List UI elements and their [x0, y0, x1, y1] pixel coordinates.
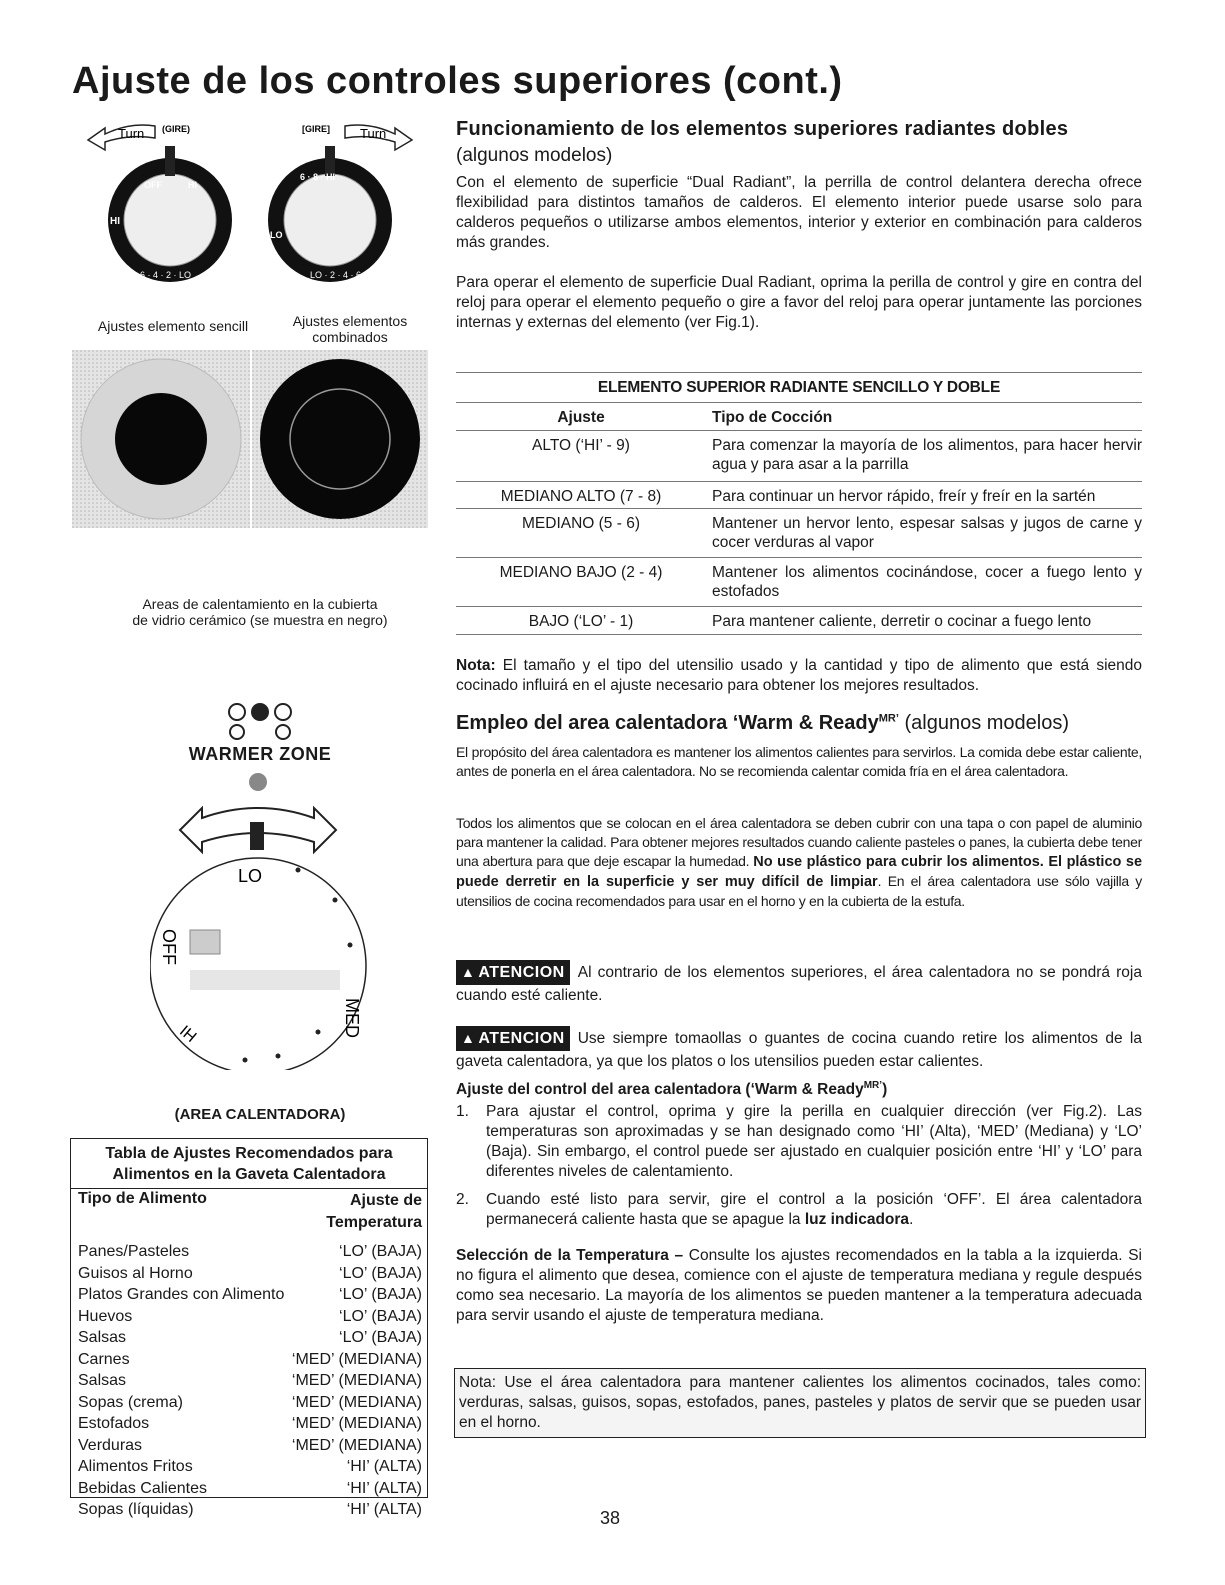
svg-text:OFF: OFF — [159, 929, 179, 965]
warmer-caption: (AREA CALENTADORA) — [174, 1106, 346, 1123]
element-table-title: ELEMENTO SUPERIOR RADIANTE SENCILLO Y DOBLE — [597, 379, 1001, 396]
temperature-selection: Selección de la Temperatura – Consulte los ajustes recomendados en la tabla a la izquierda. Si no figura el alimento que desea, comience con el ajuste de temperatura mediana y regule después como sea necesario. La mayoría de los alimentos se pueden mantener a la temperatura adecuada para servir usando el ajuste de temperatura mediana. — [456, 1247, 1142, 1324]
warm-ready-heading: Empleo del area calentadora ‘Warm & Ready$^{MR’}$ (algunos modelos) — [456, 712, 1070, 734]
svg-text:HI: HI — [110, 216, 120, 227]
control-heading: Ajuste del control del area calentadora (‘Warm & Ready$^{MR’}$) — [456, 1080, 888, 1099]
dual-section — [456, 118, 1142, 333]
warm-ready-para1: El propósito del área calentadora es mantener los alimentos calientes para servirlos. La comida debe estar caliente, antes de ponerla en el área calentadora. No se recomienda calentar comida fría en el área calentadora. — [456, 744, 1142, 779]
dual-heading: Funcionamiento de los elementos superiores radiantes dobles — [456, 118, 1069, 140]
svg-text:MED: MED — [342, 998, 362, 1038]
table-row: Salsas ‘LO’ (BAJA) — [78, 1329, 422, 1346]
heating-caption: Areas de calentamiento en la cubierta de vidrio cerámico (se muestra en negro) — [132, 596, 388, 628]
nota-general: Nota: El tamaño y el tipo del utensilio usado y la cantidad y tipo de alimento que está siendo cocinado influirá en el ajuste necesario para obtener los mejores resultados. — [456, 657, 1142, 694]
warning-1: ▲ ATENCION Al contrario de los elementos superiores, el área calentadora no se pondrá roja cuando esté caliente. — [456, 960, 1142, 1007]
table-row: Alimentos Fritos ‘HI’ (ALTA) — [78, 1458, 422, 1475]
svg-text:HI: HI — [177, 1021, 201, 1045]
page-title: Ajuste de los controles superiores (cont.) — [72, 60, 843, 102]
table-row: Huevos ‘LO’ (BAJA) — [78, 1307, 422, 1325]
warning-badge: ▲ ATENCION — [456, 1026, 570, 1051]
dual-para1: Con el elemento de superficie “Dual Radiant”, la perrilla de control delantera derecha ofrece flexibilidad para distintos tamaños de calderos. El elemento interior puede usarse solo para calderos pequeños o utilizarse ambos elementos, interior y exterior en combinación para calderos más grandes. — [456, 174, 1142, 251]
dual-para2: Para operar el elemento de superficie Dual Radiant, oprima la perilla de control y gire en contra del reloj para operar el elemento pequeño o gire a favor del reloj para operar juntamente las porciones internas y externas del elemento (ver Fig.1). — [456, 274, 1142, 331]
warning-2: ▲ ATENCION Use siempre tomaollas o guantes de cocina cuando retire los alimentos de la gaveta calentadora, ya que los platos o los utensilios pueden estar calientes. — [456, 1026, 1142, 1073]
table-row: Panes/Pasteles ‘LO’ (BAJA) — [78, 1243, 422, 1260]
warning-triangle-icon: ▲ — [461, 964, 476, 980]
control-step-1: 1. Para ajustar el control, oprima y gire la perilla en cualquier dirección (ver Fig.2). Las temperaturas son aproximadas y se han designado como ‘HI’ (Alta), ‘MED’ (Mediana) y ‘LO’ (Baja). Sin embargo, el control puede ser ajustado en cualquier posición entre ‘HI’ y ‘LO’ para diferentes niveles de calentamiento. — [456, 1103, 1142, 1180]
rec-table-col-food: Tipo de Alimento — [78, 1190, 207, 1207]
dual-knobs-illustration — [70, 110, 430, 310]
svg-text:Turn: Turn — [118, 126, 145, 141]
control-step-2: 2. Cuando esté listo para servir, gire el control a la posición ‘OFF’. El área calentadora permanecerá caliente hasta que se apague la luz indicadora. — [456, 1191, 1142, 1228]
nota-box: Nota: Use el área calentadora para mantener calientes los alimentos cocinados, tales como: verduras, salsas, guisos, sopas, estofados, panes, pasteles y platos de servir que se pueden usar en el horno. — [454, 1368, 1146, 1438]
knob-caption-combined: Ajustes elementos combinados — [292, 313, 408, 345]
rec-table-title: Tabla de Ajustes Recomendados para Alimentos en la Gaveta Calentadora — [105, 1145, 393, 1183]
svg-text:6 · 4 · 2 · LO: 6 · 4 · 2 · LO — [140, 270, 192, 280]
table-row: Guisos al Horno ‘LO’ (BAJA) — [78, 1264, 422, 1282]
table-row: Salsas ‘MED’ (MEDIANA) — [78, 1372, 422, 1389]
warning-triangle-icon: ▲ — [461, 1030, 476, 1046]
warning-badge: ▲ ATENCION — [456, 960, 570, 985]
svg-text:OFF: OFF — [144, 180, 162, 190]
table-row: Estofados ‘MED’ (MEDIANA) — [78, 1415, 422, 1432]
svg-text:LO: LO — [238, 866, 263, 886]
table-row: Sopas (crema) ‘MED’ (MEDIANA) — [78, 1393, 422, 1411]
knob-caption-single: Ajustes elemento sencill — [97, 318, 249, 334]
rec-table-rows — [78, 1241, 422, 1521]
table-row: Verduras ‘MED’ (MEDIANA) — [78, 1436, 422, 1454]
table-row: Carnes ‘MED’ (MEDIANA) — [78, 1350, 422, 1368]
warm-ready-para2: Todos los alimentos que se colocan en el área calentadora se deben cubrir con una tapa o con papel de aluminio para mantener la calidad. Para obtener mejores resultados cuando caliente pasteles o panes, la cubierta debe tener una abertura para que deje escapar la humedad. No use plástico para cubrir los alimentos. El plástico se puede derretir en la superficie y ser muy difícil de limpiar. En el área calentadora use sólo vajilla y utensilios de cocina recomendados para usar en el horno y en la cubierta de la estufa. — [456, 815, 1143, 909]
svg-text:HI: HI — [188, 180, 197, 190]
table-row: Bebidas Calientes ‘HI’ (ALTA) — [78, 1479, 422, 1497]
warmer-zone-label: WARMER ZONE — [188, 744, 332, 764]
svg-text:Turn: Turn — [360, 126, 387, 141]
table-row: Platos Grandes con Alimento ‘LO’ (BAJA) — [78, 1286, 422, 1303]
svg-text:(GIRE): (GIRE) — [162, 124, 190, 134]
svg-text:6 · 8 · HI: 6 · 8 · HI — [300, 172, 336, 182]
svg-text:LO: LO — [270, 230, 283, 240]
heating-areas-illustration — [72, 350, 428, 530]
warmer-knob-illustration — [150, 770, 370, 1070]
warmer-zone-icon — [225, 702, 295, 742]
table-row: Sopas (líquidas) ‘HI’ (ALTA) — [78, 1501, 422, 1518]
svg-text:LO · 2 · 4 · 6: LO · 2 · 4 · 6 — [310, 270, 362, 280]
dual-subheading: (algunos modelos) — [456, 145, 613, 166]
page-number: 38 — [599, 1508, 621, 1528]
svg-text:[GIRE]: [GIRE] — [302, 124, 330, 134]
rec-table-col-setting: Ajuste de Temperatura — [326, 1192, 422, 1231]
